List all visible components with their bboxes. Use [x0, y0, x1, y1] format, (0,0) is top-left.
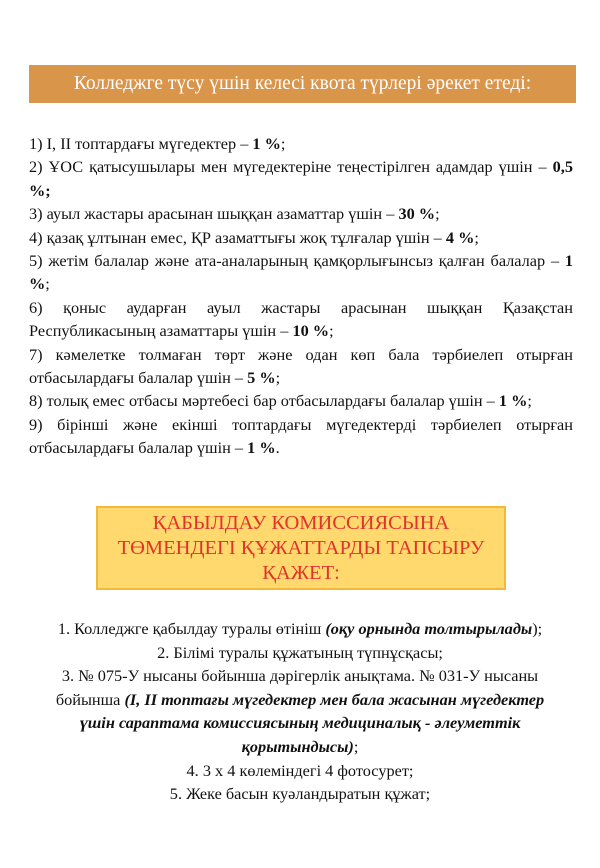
- document-item: 1. Колледжге қабылдау туралы өтініш (оқу орнында толтырылады);: [57, 619, 543, 638]
- documents-list: [40, 617, 560, 806]
- quota-item: 3) ауыл жастары арасынан шыққан азаматтар үшін – 30 %;: [29, 204, 440, 224]
- required-documents-box: [96, 506, 506, 590]
- quota-types-banner: [29, 65, 576, 103]
- banner-title: Колледжге түсу үшін келесі квота түрлері әрекет етеді:: [73, 73, 532, 94]
- quota-item: 8) толық емес отбасы мәртебесі бар отбасылардағы балалар үшін – 1 %;: [29, 391, 532, 411]
- quota-item: 2) ҰОС қатысушылары мен мүгедектеріне теңестірілген адамдар үшін – 0,5 %;: [29, 157, 573, 200]
- quota-item: 9) бірінші және екінші топтардағы мүгедектерді тәрбиелеп отырған отбасылардағы балалар үшін – 1 %.: [29, 414, 573, 458]
- document-item: 2. Білімі туралы құжатының түпнұсқасы;: [157, 642, 443, 662]
- document-item: 5. Жеке басын куәландыратын құжат;: [169, 784, 431, 804]
- quota-item: 4) қазақ ұлтынан емес, ҚР азаматтығы жоқ тұлғалар үшін – 4 %;: [29, 227, 479, 247]
- docs-box-line: ҚАЖЕТ:: [262, 561, 340, 584]
- quota-list: [29, 132, 573, 460]
- quota-item: 7) кәмелетке толмаған төрт және одан көп бала тәрбиелеп отырған отбасылардағы балалар үшін – 5 %;: [29, 344, 573, 388]
- document-item: 3. № 075-У нысаны бойынша дәрігерлік анықтама. № 031-У нысаны бойынша (I, II топтағы мүгедектер мен бала жасынан мүгедектер үшін сараптама комиссиясының медициналық - әлеуметтік қорытындысы);: [55, 666, 545, 756]
- docs-box-line: ҚАБЫЛДАУ КОМИССИЯСЫНА: [152, 511, 450, 534]
- document-item: 4. 3 х 4 көлеміндегі 4 фотосурет;: [186, 760, 414, 780]
- quota-item: 6) қоныс аударған ауыл жастары арасынан шыққан Қазақстан Республикасының азаматтары үшін – 10 %;: [29, 297, 573, 341]
- quota-item: 5) жетім балалар және ата-аналарының қамқорлығынсыз қалған балалар – 1 %;: [29, 251, 573, 294]
- quota-item: 1) I, II топтардағы мүгедектер – 1 %;: [29, 134, 286, 153]
- docs-box-line: ТӨМЕНДЕГІ ҚҰЖАТТАРДЫ ТАПСЫРУ: [117, 536, 485, 559]
